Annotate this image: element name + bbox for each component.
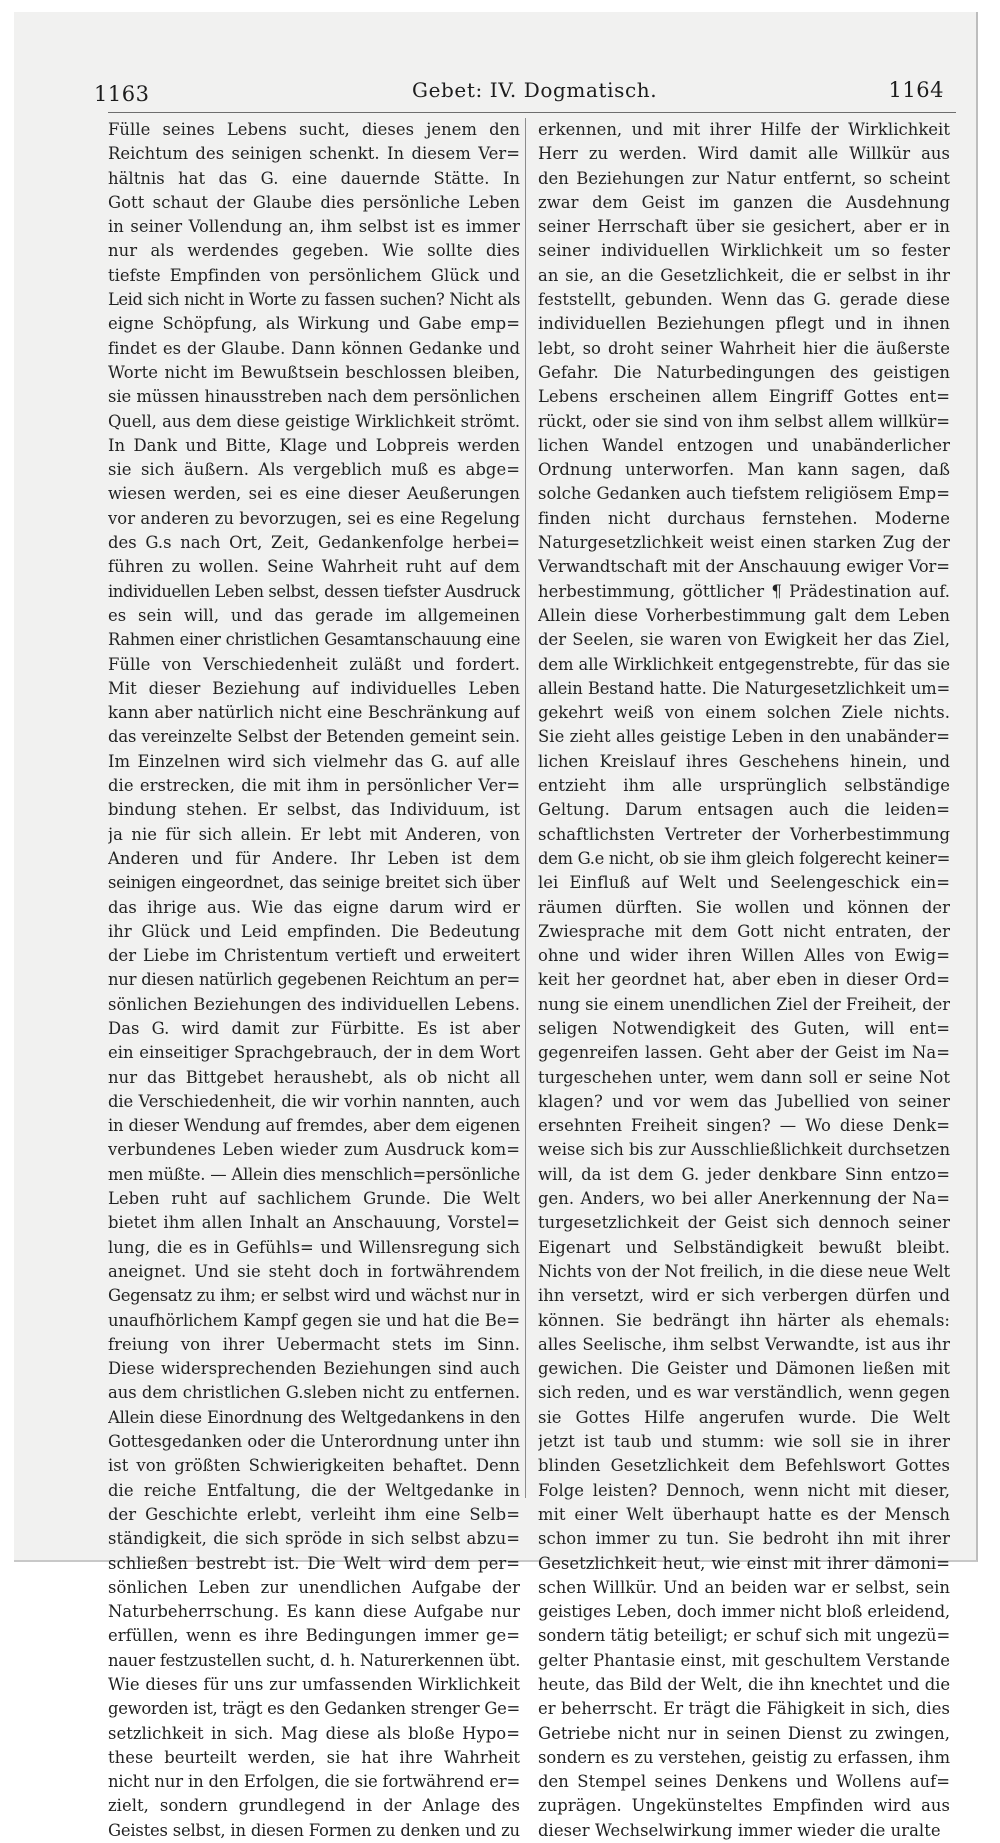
text-line: sondern es zu verstehen, geistig zu erfassen, ihm <box>538 1747 950 1767</box>
text-line: Leid sich nicht in Worte zu fassen suchen? Nicht als <box>108 290 520 310</box>
text-line: die Verschiedenheit, die wir vorhin nannten, auch <box>108 1091 520 1111</box>
text-line: seligen Notwendigkeit des Guten, will ent= <box>538 1018 950 1038</box>
text-line: den Stempel seines Denkens und Wollens auf= <box>538 1772 950 1792</box>
text-line: unaufhörlichem Kampf gegen sie und hat die Be= <box>108 1310 520 1330</box>
text-line: an sie, an die Gesetzlichkeit, die er selbst in ihr <box>538 265 950 285</box>
text-line: in dieser Wendung auf fremdes, aber dem eigenen <box>108 1116 520 1136</box>
text-line: er beherrscht. Er trägt die Fähigkeit in sich, dies <box>538 1699 950 1719</box>
text-line: klagen? und vor wem das Jubellied von seiner <box>538 1091 950 1111</box>
text-line: feststellt, gebunden. Wenn das G. gerade diese <box>538 290 950 310</box>
text-line: nur als werdendes gegeben. Wie sollte dies <box>108 241 520 261</box>
text-line: dem alle Wirklichkeit entgegenstrebte, für das sie <box>538 654 950 674</box>
text-line: herbestimmung, göttlicher ¶ Prädestination auf. <box>538 581 950 601</box>
text-line: vor anderen zu bevorzugen, sei es eine Regelung <box>108 508 520 528</box>
text-line: will, da ist dem G. jeder denkbare Sinn entzo= <box>538 1164 950 1184</box>
text-line: wiesen werden, sei es eine dieser Aeußerungen <box>108 484 520 504</box>
text-line: gen. Anders, wo bei aller Anerkennung der Na= <box>538 1189 950 1209</box>
text-line: führen zu wollen. Seine Wahrheit ruht auf dem <box>108 557 520 577</box>
text-line: ersehnten Freiheit singen? — Wo diese Denk= <box>538 1116 950 1136</box>
text-line: die erstrecken, die mit ihm in persönlicher Ver= <box>108 776 520 796</box>
running-header <box>94 78 944 108</box>
text-line: Worte nicht im Bewußtsein beschlossen bleiben, <box>108 362 520 382</box>
text-line: Wie dieses für uns zur umfassenden Wirklichkeit <box>108 1675 520 1694</box>
text-line: aneignet. Und sie steht doch in fortwährendem <box>108 1261 520 1281</box>
text-line: Verwandtschaft mit der Anschauung ewiger Vor= <box>538 557 950 577</box>
text-line: aus dem christlichen G.sleben nicht zu entfernen. <box>108 1383 520 1403</box>
text-line: Im Einzelnen wird sich vielmehr das G. auf alle <box>108 751 520 771</box>
text-line: Sie zieht alles geistige Leben in den unabänder= <box>538 727 950 747</box>
text-line: räumen dürften. Sie wollen und können der <box>538 897 950 917</box>
text-line: ständigkeit, die sich spröde in sich selbst abzu= <box>108 1529 520 1549</box>
text-line: Reichtum des seinigen schenkt. In diesem Ver= <box>108 144 520 164</box>
text-line: tiefste Empfinden von persönlichem Glück und <box>108 265 520 285</box>
text-line: zuprägen. Ungekünsteltes Empfinden wird aus <box>538 1796 950 1816</box>
text-line: das vereinzelte Selbst der Betenden gemeint sein. <box>108 727 520 747</box>
text-line: Leben ruht auf sachlichem Grunde. Die Welt <box>108 1189 520 1209</box>
text-line: rückt, oder sie sind von ihm selbst allem willkür= <box>538 411 950 431</box>
text-line: schon immer zu tun. Sie bedroht ihn mit ihrer <box>538 1529 950 1549</box>
text-line: mit einer Welt überhaupt hatte es der Mensch <box>538 1504 950 1524</box>
text-line: der Liebe im Christentum vertieft und erweitert <box>108 946 520 966</box>
text-line: ja nie für sich allein. Er lebt mit Anderen, von <box>108 824 520 844</box>
text-line: men müßte. — Allein dies menschlich=persönliche <box>108 1164 520 1184</box>
text-line: ihn versetzt, wird er sich verbergen dürfen und <box>538 1286 950 1306</box>
text-line: Gott schaut der Glaube dies persönliche Leben <box>108 192 520 212</box>
text-line: In Dank und Bitte, Klage und Lobpreis werden <box>108 435 520 455</box>
text-column-right <box>538 118 950 1843</box>
text-line: gegenreifen lassen. Geht aber der Geist im Na= <box>538 1043 950 1063</box>
text-line: jetzt ist taub und stumm: wie soll sie in ihrer <box>538 1432 950 1452</box>
text-line: keit her geordnet hat, aber eben in dieser Ord= <box>538 970 950 990</box>
text-line: Naturbeherrschung. Es kann diese Aufgabe nur <box>108 1602 520 1622</box>
text-line: das ihrige aus. Wie das eigne darum wird er <box>108 897 520 917</box>
text-line: turgeschehen unter, wem dann soll er seine Not <box>538 1067 950 1087</box>
text-line: individuellen Leben selbst, dessen tiefster Ausdruck <box>108 581 520 601</box>
text-line: Ordnung unterworfen. Man kann sagen, daß <box>538 460 950 480</box>
text-line: ein einseitiger Sprachgebrauch, der in dem Wort <box>108 1043 520 1063</box>
text-line: findet es der Glaube. Dann können Gedanke und <box>108 338 520 358</box>
text-line: zwar dem Geist im ganzen die Ausdehnung <box>538 192 950 212</box>
text-line: blinden Gesetzlichkeit dem Befehlswort Gottes <box>538 1456 950 1476</box>
text-line: lichen Wandel entzogen und unabänderlicher <box>538 435 950 455</box>
text-line: Allein diese Einordnung des Weltgedankens in den <box>108 1407 520 1427</box>
text-line: schließen bestrebt ist. Die Welt wird dem per= <box>108 1553 520 1573</box>
text-line: nung sie einem unendlichen Ziel der Freiheit, der <box>538 994 950 1014</box>
text-line: sondern tätig beteiligt; er schuf sich mit ungezü= <box>538 1626 950 1646</box>
text-line: kann aber natürlich nicht eine Beschränkung auf <box>108 703 520 723</box>
text-column-left <box>108 118 520 1843</box>
text-line: verbundenes Leben wieder zum Ausdruck kom= <box>108 1140 520 1160</box>
text-line: setzlichkeit in sich. Mag diese als bloße Hypo= <box>108 1723 520 1743</box>
text-line: Fülle seines Lebens sucht, dieses jenem den <box>108 120 520 139</box>
text-line: seinigen eingeordnet, das seinige breitet sich über <box>108 873 520 893</box>
text-line: allein Bestand hatte. Die Naturgesetzlichkeit um= <box>538 678 950 698</box>
text-line: gelter Phantasie einst, mit geschultem Verstande <box>538 1650 950 1670</box>
text-line: der Geschichte erlebt, verleiht ihm eine Selb= <box>108 1504 520 1524</box>
text-line: individuellen Beziehungen pflegt und in ihnen <box>538 314 950 334</box>
text-line: Das G. wird damit zur Fürbitte. Es ist aber <box>108 1018 520 1038</box>
text-line: solche Gedanken auch tiefstem religiösem Emp= <box>538 484 950 504</box>
text-line: lung, die es in Gefühls= und Willensregung sich <box>108 1237 520 1257</box>
text-line: Lebens erscheinen allem Eingriff Gottes ent= <box>538 387 950 407</box>
text-line: dem G.e nicht, ob sie ihm gleich folgerecht keiner= <box>538 848 950 868</box>
text-line: Gefahr. Die Naturbedingungen des geistigen <box>538 362 950 382</box>
text-line: Gottesgedanken oder die Unterordnung unter ihn <box>108 1432 520 1452</box>
text-line: Diese widersprechenden Beziehungen sind auch <box>108 1359 520 1379</box>
text-line: ihr Glück und Leid empfinden. Die Bedeutung <box>108 921 520 941</box>
text-line: Folge leisten? Dennoch, wenn nicht mit dieser, <box>538 1480 950 1500</box>
text-line: Getriebe nicht nur in seinen Dienst zu zwingen, <box>538 1723 950 1743</box>
text-line: zielt, sondern grundlegend in der Anlage des <box>108 1796 520 1816</box>
text-line: Nichts von der Not freilich, in die diese neue Welt <box>538 1261 950 1281</box>
text-line: sie sich äußern. Als vergeblich muß es abge= <box>108 460 520 480</box>
text-line: bietet ihm allen Inhalt an Anschauung, Vorstel= <box>108 1213 520 1233</box>
text-line: Allein diese Vorherbestimmung galt dem Leben <box>538 605 950 625</box>
text-line: Zwiesprache mit dem Gott nicht entraten, der <box>538 921 950 941</box>
text-line: schaftlichsten Vertreter der Vorherbestimmung <box>538 824 950 844</box>
text-line: sie Gottes Hilfe angerufen wurde. Die Welt <box>538 1407 950 1427</box>
text-line: seiner Herrschaft über sie gesichert, aber er in <box>538 217 950 237</box>
text-line: können. Sie bedrängt ihn härter als ehemals: <box>538 1310 950 1330</box>
text-line: Herr zu werden. Wird damit alle Willkür aus <box>538 144 950 164</box>
text-line: eigne Schöpfung, als Wirkung und Gabe emp= <box>108 314 520 334</box>
text-line: in seiner Vollendung an, ihm selbst ist es immer <box>108 217 520 237</box>
page-number-left: 1163 <box>94 82 150 106</box>
text-line: Rahmen einer christlichen Gesamtanschauung eine <box>108 630 520 650</box>
text-line: des G.s nach Ort, Zeit, Gedankenfolge herbei= <box>108 533 520 553</box>
text-line: Quell, aus dem diese geistige Wirklichkeit strömt. <box>108 411 520 431</box>
text-line: ohne und wider ihren Willen Alles von Ewig= <box>538 946 950 966</box>
text-line: finden nicht durchaus fernstehen. Moderne <box>538 508 950 528</box>
text-line: hältnis hat das G. eine dauernde Stätte. In <box>108 168 520 188</box>
text-line: es sein will, und das gerade im allgemeinen <box>108 605 520 625</box>
text-line: Naturgesetzlichkeit weist einen starken Zug der <box>538 533 950 553</box>
text-line: lebt, so droht seiner Wahrheit hier die äußerste <box>538 338 950 358</box>
text-line: Mit dieser Beziehung auf individuelles Leben <box>108 678 520 698</box>
text-line: alles Seelische, ihm selbst Verwandte, ist aus ihr <box>538 1334 950 1354</box>
text-line: nur diesen natürlich gegebenen Reichtum an per= <box>108 970 520 990</box>
text-line: nicht nur in den Erfolgen, die sie fortwährend er= <box>108 1772 520 1792</box>
text-line: lichen Kreislauf ihres Geschehens hinein, und <box>538 751 950 771</box>
text-line: geistiges Leben, doch immer nicht bloß erleidend, <box>538 1602 950 1622</box>
text-line: bindung stehen. Er selbst, das Individuum, ist <box>108 800 520 820</box>
text-line: geworden ist, trägt es den Gedanken strenger Ge= <box>108 1699 520 1719</box>
text-line: erfüllen, wenn es ihre Bedingungen immer ge= <box>108 1626 520 1646</box>
running-title: Gebet: IV. Dogmatisch. <box>412 78 658 102</box>
header-rule <box>108 112 956 113</box>
text-line: ist von größten Schwierigkeiten behaftet. Denn <box>108 1456 520 1476</box>
text-line: Fülle von Verschiedenheit zuläßt und fordert. <box>108 654 520 674</box>
text-line: den Beziehungen zur Natur entfernt, so scheint <box>538 168 950 188</box>
text-line: heute, das Bild der Welt, die ihn knechtet und die <box>538 1675 950 1694</box>
text-line: die reiche Entfaltung, die der Weltgedanke in <box>108 1480 520 1500</box>
text-line: these beurteilt werden, sie hat ihre Wahrheit <box>108 1747 520 1767</box>
column-divider <box>525 118 526 1498</box>
text-line: gekehrt weiß von einem solchen Ziele nichts. <box>538 703 950 723</box>
text-line: erkennen, und mit ihrer Hilfe der Wirklichkeit <box>538 120 950 139</box>
text-line: weise sich bis zur Ausschließlichkeit durchsetzen <box>538 1140 950 1160</box>
text-line: freiung von ihrer Uebermacht stets im Sinn. <box>108 1334 520 1354</box>
text-line: Gegensatz zu ihm; er selbst wird und wächst nur in <box>108 1286 520 1306</box>
text-line: gewichen. Die Geister und Dämonen ließen mit <box>538 1359 950 1379</box>
text-line: Gesetzlichkeit heut, wie einst mit ihrer dämoni= <box>538 1553 950 1573</box>
text-line: schen Willkür. Und an beiden war er selbst, sein <box>538 1577 950 1597</box>
text-line: sie müssen hinausstreben nach dem persönlichen <box>108 387 520 407</box>
page-number-right: 1164 <box>888 78 944 102</box>
text-line: Geistes selbst, in diesen Formen zu denken und zu <box>108 1820 520 1840</box>
text-line: nur das Bittgebet heraushebt, als ob nicht all <box>108 1067 520 1087</box>
text-line: sönlichen Beziehungen des individuellen Lebens. <box>108 994 520 1014</box>
text-line: sich reden, und es war verständlich, wenn gegen <box>538 1383 950 1403</box>
text-line: dieser Wechselwirkung immer wieder die uralte <box>538 1820 941 1840</box>
text-line: Anderen und für Andere. Ihr Leben ist dem <box>108 848 520 868</box>
text-line: lei Einfluß auf Welt und Seelengeschick ein= <box>538 873 950 893</box>
text-line: entzieht ihm alle ursprünglich selbständige <box>538 776 950 796</box>
text-line: nauer festzustellen sucht, d. h. Naturerkennen übt. <box>108 1650 520 1670</box>
text-line: sönlichen Leben zur unendlichen Aufgabe der <box>108 1577 520 1597</box>
text-line: der Seelen, sie waren von Ewigkeit her das Ziel, <box>538 630 950 650</box>
text-line: turgesetzlichkeit der Geist sich dennoch seiner <box>538 1213 950 1233</box>
text-line: Geltung. Darum entsagen auch die leiden= <box>538 800 950 820</box>
text-line: Eigenart und Selbständigkeit bewußt bleibt. <box>538 1237 950 1257</box>
text-line: seiner individuellen Wirklichkeit um so fester <box>538 241 950 261</box>
